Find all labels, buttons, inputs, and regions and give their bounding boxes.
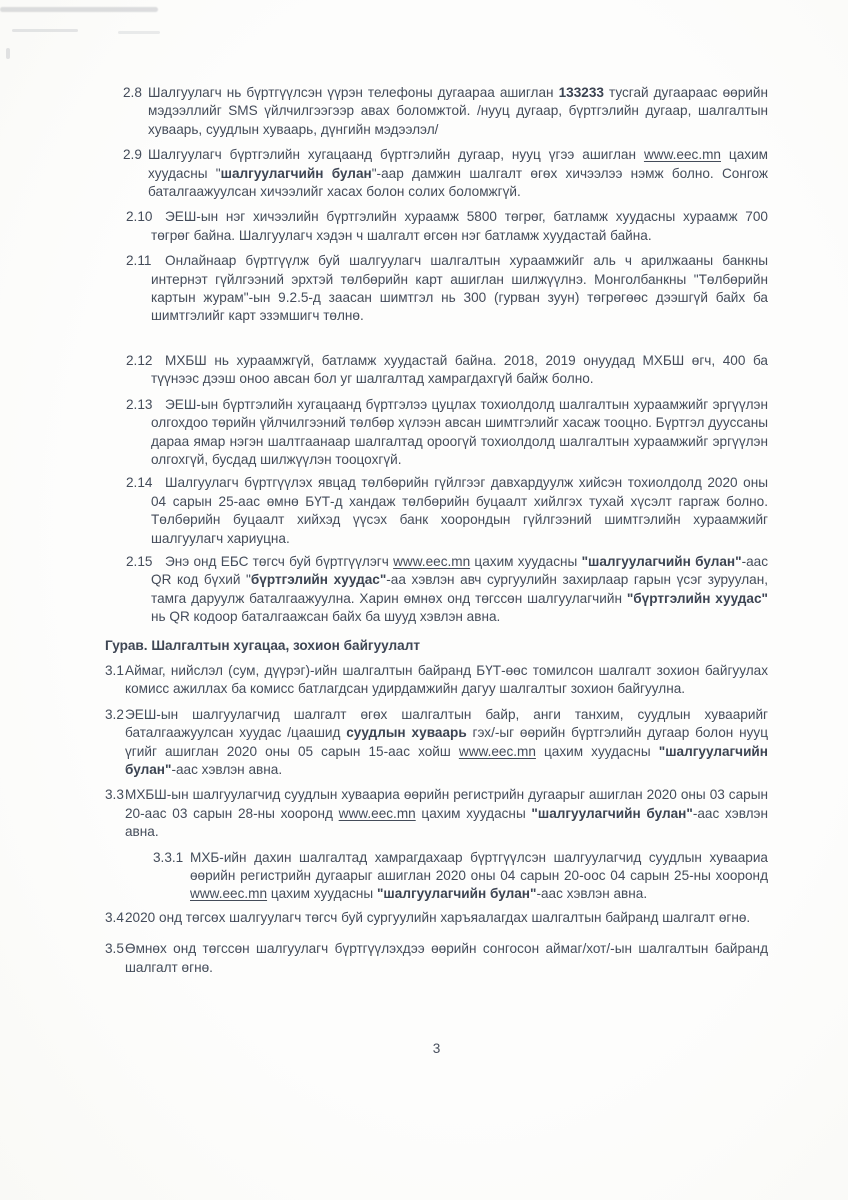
paragraph-number: 3.3.1 bbox=[153, 849, 184, 865]
paragraph-3.2 bbox=[0, 706, 768, 780]
text-segment: Шалгуулагч бүртгэлийн хугацаанд бүртгэлийн дугаар, нууц үгээ ашиглан bbox=[148, 147, 644, 163]
text-segment: шалгуулагчийн булан bbox=[220, 165, 372, 181]
paragraph-2.12 bbox=[0, 352, 768, 389]
section-heading: Гурав. Шалгалтын хугацаа, зохион байгуулалт bbox=[105, 637, 421, 653]
url-text: www.eec.mn bbox=[338, 805, 416, 821]
text-segment: цахим хуудасны bbox=[267, 886, 377, 902]
paragraph-text bbox=[125, 909, 768, 927]
text-segment: цахим хуудасны bbox=[415, 805, 532, 821]
paragraph-text bbox=[125, 706, 768, 780]
text-segment: "-аар дамжин шалгалт өгөх хичээлээ нэмж болно. Сонгож баталгаажуулсан хичээлийг хасах болон солих боломжгүй. bbox=[148, 165, 768, 200]
paragraph-2.9 bbox=[0, 146, 768, 201]
paragraph-number: 2.11 bbox=[126, 253, 152, 269]
paragraph-2.10 bbox=[0, 208, 768, 245]
text-segment: цахим хуудасны bbox=[470, 553, 582, 569]
text-segment: гэх/-ыг өөрийн бүртгэлийн дугаар болон нууц үгийг ашиглан 2020 оны 05 сарын 15-аас хойш bbox=[125, 725, 769, 759]
text-segment: МХБШ нь хураамжгүй, батламж хуудастай байна. 2018, 2019 онуудад МХБШ өгч, 400 ба түүнээс дээш оноо авсан бол уг шалгалтад хамрагдахгүй байж болно. bbox=[151, 352, 768, 387]
paragraph-3.3.1 bbox=[0, 849, 768, 904]
paragraph-number: 3.3 bbox=[105, 787, 124, 803]
paragraph-text bbox=[125, 940, 768, 977]
text-segment: цахим хуудасны bbox=[535, 743, 659, 759]
page-number: 3 bbox=[432, 1041, 441, 1056]
text-segment: нь QR кодоор баталгаажсан байх ба шууд хэвлэн авна. bbox=[151, 609, 501, 625]
text-segment: ЭЕШ-ын нэг хичээлийн бүртгэлийн хураамж 5800 төгрөг, батламж хуудасны хураамж 700 төгрөг байна. Шалгуулагч хэдэн ч шалгалт өгсөн нэг батламж хуудастай байна. bbox=[151, 209, 768, 243]
url-text: www.eec.mn bbox=[393, 553, 471, 569]
paragraph-number: 3.4 bbox=[105, 909, 124, 925]
paragraph-2.8 bbox=[0, 84, 768, 139]
scan-smudge bbox=[6, 48, 10, 59]
text-segment: "шалгуулагчийн булан" bbox=[376, 886, 537, 902]
text-segment: ЭЕШ-ын бүртгэлийн хугацаанд бүртгэлээ цуцлах тохиолдолд шалгалтын хураамжийг эргүүлэн олгохдоо төрийн үйлчилгээний төлбөр хүлээн авсан шимтгэлийг хасаж тооцно. Бүртгэл дууссаны дараа ямар нэгэн шалтгаанаар шалгалтад ороогүй тохиолдолд шалгалтын хураамжийг эргүүлэн олгохгүй, бусдад шилжүүлэн тооцохгүй. bbox=[151, 396, 768, 467]
paragraph-text bbox=[148, 146, 768, 201]
paragraph-number: 2.15 bbox=[126, 553, 153, 569]
paragraph-2.14 bbox=[0, 474, 768, 548]
text-segment: бүртгэлийн хуудас" bbox=[250, 572, 387, 588]
paragraph-2.11 bbox=[0, 252, 768, 326]
paragraph-number: 3.1 bbox=[105, 662, 124, 678]
text-segment: -аас хэвлэн авна. bbox=[125, 805, 768, 840]
text-segment: Өмнөх онд төгссөн шалгуулагч бүртгүүлэхдээ өөрийн сонгосон аймаг/хот/-ын шалгалтын байранд шалгалт өгнө. bbox=[125, 941, 768, 975]
text-segment: "шалгуулагчийн булан" bbox=[531, 805, 693, 821]
paragraph-number: 2.12 bbox=[126, 352, 153, 368]
paragraph-text bbox=[151, 352, 768, 389]
text-segment: -аас QR код бүхий " bbox=[151, 553, 769, 588]
text-segment: суудлын хуваарь bbox=[346, 725, 467, 741]
scan-smudge bbox=[12, 29, 78, 32]
text-segment: -аас хэвлэн авна. bbox=[171, 762, 283, 777]
paragraph-text bbox=[151, 474, 768, 548]
document-body bbox=[0, 84, 848, 977]
text-segment: 133233 bbox=[558, 85, 604, 100]
paragraph-number: 2.13 bbox=[126, 396, 153, 412]
paragraph-3.1 bbox=[0, 662, 768, 699]
paragraph-text bbox=[151, 553, 768, 627]
paragraph-text bbox=[125, 662, 768, 699]
paragraph-text bbox=[151, 252, 768, 326]
text-segment: тусгай дугаараас өөрийн мэдээллийг SMS үйлчилгээгээр авах боломжтой. /нууц дугаар, бүртгэлийн дугаар, шалгалтын хуваарь, суудлын хуваарь, дүнгийн мэдээлэл/ bbox=[148, 85, 768, 137]
text-segment: цахим хуудасны " bbox=[148, 147, 769, 181]
paragraph-number: 2.9 bbox=[123, 147, 142, 163]
paragraph-number: 2.10 bbox=[126, 209, 153, 225]
text-segment: "шалгуулагчийн булан" bbox=[125, 743, 768, 777]
paragraph-number: 2.14 bbox=[126, 475, 153, 491]
paragraph-number: 2.8 bbox=[123, 85, 142, 100]
url-text: www.eec.mn bbox=[458, 743, 536, 759]
paragraph-number: 3.2 bbox=[105, 706, 124, 722]
url-text: www.eec.mn bbox=[643, 147, 721, 163]
text-segment: "бүртгэлийн хуудас" bbox=[626, 590, 768, 606]
paragraph-text bbox=[125, 786, 768, 841]
text-segment: ЭЕШ-ын шалгуулагчид шалгалт өгөх шалгалтын байр, анги танхим, суудлын хуваарийг баталгаажуулсан хуудас /цаашид bbox=[125, 706, 768, 741]
text-segment: Шалгуулагч бүртгүүлэх явцад төлбөрийн гүйлгээг давхардуулж хийсэн тохиолдолд 2020 оны 04 сарын 25-аас өмнө БҮТ-д хандаж төлбөрийн буцаалт хийлгэх тухай хүсэлт гаргаж болно. Төлбөрийн буцаалт хийхэд үүсэх банк хоорондын гүйлгээний шимтгэлийн хураамжийг шалгуулагч хариуцна. bbox=[151, 475, 768, 546]
scan-smudge bbox=[0, 7, 158, 12]
text-segment: -аа хэвлэн авч сургуулийн захирлаар гарын үсэг зуруулан, тамга даруулж баталгаажуулна. Харин өмнөх онд төгссөн шалгуулагчийн bbox=[151, 572, 769, 606]
url-text: www.eec.mn bbox=[190, 886, 268, 902]
text-segment: "шалгуулагчийн булан" bbox=[581, 553, 742, 569]
paragraph-text bbox=[148, 84, 768, 139]
paragraph-text bbox=[151, 208, 768, 245]
text-segment: -аас хэвлэн авна. bbox=[536, 886, 648, 902]
paragraph-2.13 bbox=[0, 396, 768, 470]
text-segment: МХБШ-ын шалгуулагчид суудлын хуваариа өөрийн регистрийн дугаарыг ашиглан 2020 оны 03 сарын 20-аас 03 сарын 28-ны хооронд bbox=[125, 787, 768, 821]
paragraph-text bbox=[151, 396, 768, 470]
text-segment: Шалгуулагч нь бүртгүүлсэн үүрэн телефоны дугаараа ашиглан bbox=[148, 85, 559, 100]
text-segment: 2020 онд төгсөх шалгуулагч төгсч буй сургуулийн харъяалагдах шалгалтын байранд шалгалт өгнө. bbox=[125, 909, 751, 925]
paragraph-3.5 bbox=[0, 940, 768, 977]
scan-smudge bbox=[118, 31, 160, 34]
text-segment: Энэ онд ЕБС төгсч буй бүртгүүлэгч bbox=[165, 553, 394, 569]
paragraph-3.4 bbox=[0, 909, 768, 927]
text-segment: Онлайнаар бүртгүүлж буй шалгуулагч шалгалтын хураамжийг аль ч арилжааны банкны интернэт гүйлгээний эрхтэй төлбөрийн карт ашиглан шилжүүлнэ. Монголбанкны "Төлбөрийн картын журам"-ын 9.2.5-д заасан шимтгэл нь 300 (гурван зуун) төгрөгөөс дээшгүй байх ба шимтгэлийг карт эзэмшигч төлнө. bbox=[151, 253, 768, 324]
text-segment: МХБ-ийн дахин шалгалтад хамрагдахаар бүртгүүлсэн шалгуулагчид суудлын хуваариа өөрийн регистрийн дугаарыг ашиглан 2020 оны 04 сарын 20-оос 04 сарын 25-ны хооронд bbox=[190, 849, 768, 884]
paragraph-number: 3.5 bbox=[105, 941, 124, 957]
paragraph-3.3 bbox=[0, 786, 768, 841]
paragraph-text bbox=[190, 849, 768, 904]
text-segment: Аймаг, нийслэл (сум, дүүрэг)-ийн шалгалтын байранд БҮТ-өөс томилсон шалгалт зохион байгуулах комисс ажиллах ба комисс батлагдсан удирдамжийн дагуу шалгалтыг зохион байгуулна. bbox=[125, 662, 768, 697]
paragraph-2.15 bbox=[0, 553, 768, 627]
